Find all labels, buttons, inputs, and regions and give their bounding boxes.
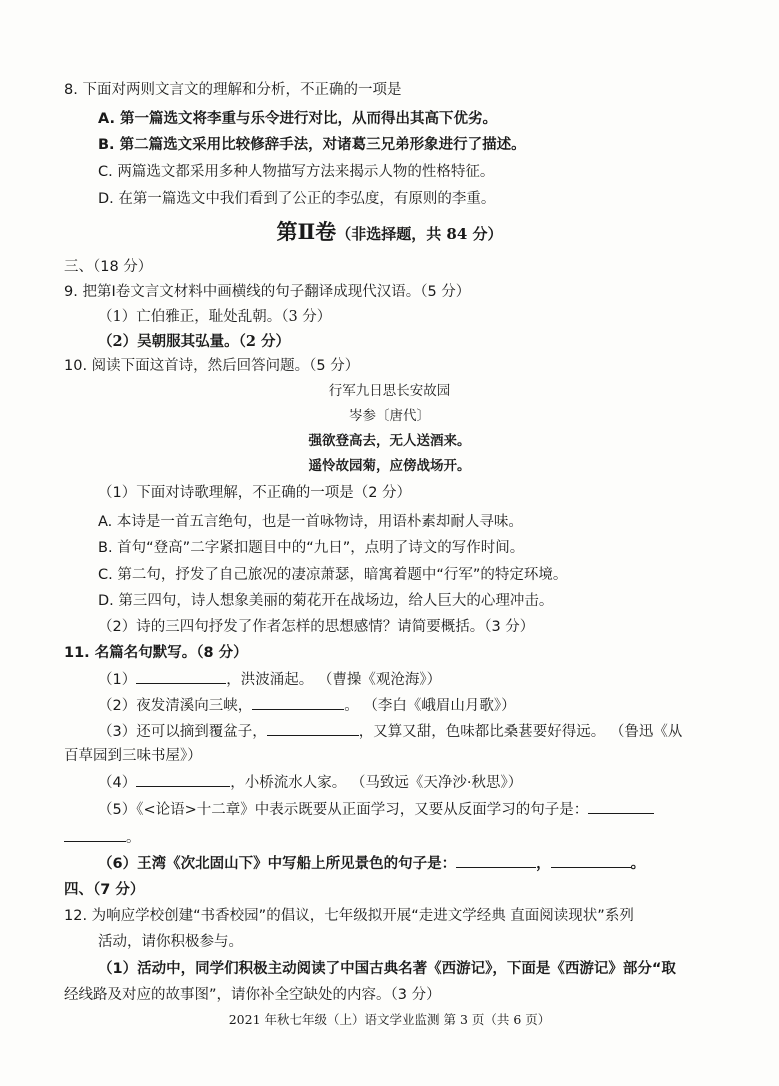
q12-sub-1-line-2: 经线路及对应的故事图”，请你补全空缺处的内容。（3 分） — [64, 987, 441, 1003]
poem-title: 行军九日思长安故园 — [328, 383, 451, 399]
q11-item-5-continued — [64, 827, 141, 848]
q9-item-2: （2）吴朝服其弘量。（2 分） — [98, 333, 290, 350]
q12-stem-line-2: 活动，请你积极参与。 — [98, 934, 243, 950]
q11-stem: 11. 名篇名句默写。（8 分） — [64, 645, 248, 661]
q11-item-4-suffix: ，小桥流水人家。 （马致远《天净沙·秋思》） — [230, 775, 523, 791]
q11-item-6-prefix: （6）王湾《次北固山下》中写船上所见景色的句子是： — [98, 856, 457, 872]
part4-heading: 四、（7 分） — [64, 882, 145, 898]
section-title-sub: （非选择题，共 84 分） — [336, 225, 503, 243]
q11-blank-6a[interactable] — [456, 853, 536, 868]
section-title-main: 第Ⅱ卷 — [276, 219, 337, 244]
q11-item-5-prefix: （5）《<论语>十二章》中表示既要从正面学习，又要从反面学习的句子是： — [98, 802, 589, 818]
q11-item-2 — [98, 695, 516, 716]
q8-option-d: D. 在第一篇选文中我们看到了公正的李弘度，有原则的李重。 — [98, 191, 496, 207]
q11-item-4 — [98, 772, 522, 793]
q11-blank-2[interactable] — [252, 695, 344, 710]
q10-option-a: A. 本诗是一首五言绝句，也是一首咏物诗，用语朴素却耐人寻味。 — [98, 514, 523, 530]
poem-author: 岑参〔唐代〕 — [349, 408, 430, 424]
q11-item-5 — [98, 799, 654, 820]
q11-item-1 — [98, 669, 441, 690]
q9-item-1: （1）亡伯雅正，耻处乱朝。（3 分） — [98, 309, 332, 325]
q11-item-6-mid: ， — [536, 856, 551, 872]
q10-option-d: D. 第三四句，诗人想象美丽的菊花开在战场边，给人巨大的心理冲击。 — [98, 593, 554, 609]
q11-blank-1[interactable] — [136, 669, 226, 684]
q8-option-b: B. 第二篇选文采用比较修辞手法，对诸葛三兄弟形象进行了描述。 — [98, 137, 526, 153]
q11-item-3-continued: 百草园到三味书屋》） — [64, 748, 202, 764]
q11-item-1-prefix: （1） — [98, 672, 137, 688]
q11-item-2-suffix: 。 （李白《峨眉山月歌》） — [344, 698, 516, 714]
q11-blank-6b[interactable] — [551, 853, 631, 868]
part3-heading: 三、（18 分） — [64, 259, 153, 275]
page-footer: 2021 年秋七年级（上）语文学业监测 第 3 页（共 6 页） — [228, 1012, 551, 1027]
q9-stem: 9. 把第Ⅰ卷文言文材料中画横线的句子翻译成现代汉语。（5 分） — [64, 284, 471, 300]
q11-item-6-end: 。 — [630, 856, 646, 872]
q10-stem: 10. 阅读下面这首诗，然后回答问题。（5 分） — [64, 358, 360, 374]
section-title — [0, 218, 779, 248]
q10-sub-2: （2）诗的三四句抒发了作者怎样的思想感情？请简要概括。（3 分） — [98, 619, 535, 635]
q11-item-1-suffix: ，洪波涌起。 （曹操《观沧海》） — [226, 672, 442, 688]
q11-item-2-prefix: （2）夜发清溪向三峡， — [98, 698, 253, 714]
q11-item-6 — [98, 853, 645, 874]
q11-item-4-prefix: （4） — [98, 775, 137, 791]
q12-stem-line-1: 12. 为响应学校创建“书香校园”的倡议，七年级拟开展“走进文学经典 直面阅读现状”系列 — [64, 908, 634, 924]
q11-item-3-prefix: （3）还可以摘到覆盆子， — [98, 724, 267, 740]
q8-option-a: A. 第一篇选文将李重与乐令进行对比，从而得出其高下优劣。 — [98, 111, 498, 127]
poem-line-2: 遥怜故园菊，应傍战场开。 — [308, 458, 471, 474]
q11-blank-3[interactable] — [267, 721, 359, 736]
q10-sub-1: （1）下面对诗歌理解，不正确的一项是（2 分） — [98, 485, 412, 501]
q11-item-3-suffix: ，又算又甜，色味都比桑葚要好得远。 （鲁迅《从 — [358, 724, 683, 740]
q11-blank-5b[interactable] — [64, 827, 126, 842]
q8-option-c: C. 两篇选文都采用多种人物描写方法来揭示人物的性格特征。 — [98, 164, 495, 180]
q10-option-b: B. 首句“登高”二字紧扣题目中的“九日”，点明了诗文的写作时间。 — [98, 540, 525, 556]
q11-blank-5a[interactable] — [588, 799, 654, 814]
q12-sub-1-line-1: （1）活动中，同学们积极主动阅读了中国古典名著《西游记》，下面是《西游记》部分“取 — [98, 961, 676, 977]
q11-item-3 — [98, 721, 682, 742]
q11-item-5-end: 。 — [126, 830, 141, 846]
q8-stem: 8. 下面对两则文言文的理解和分析，不正确的一项是 — [64, 82, 402, 98]
poem-line-1: 强欲登高去，无人送酒来。 — [308, 433, 471, 449]
q11-blank-4[interactable] — [136, 772, 230, 787]
q10-option-c: C. 第二句，抒发了自己旅况的凄凉萧瑟，暗寓着题中“行军”的特定环境。 — [98, 567, 568, 583]
